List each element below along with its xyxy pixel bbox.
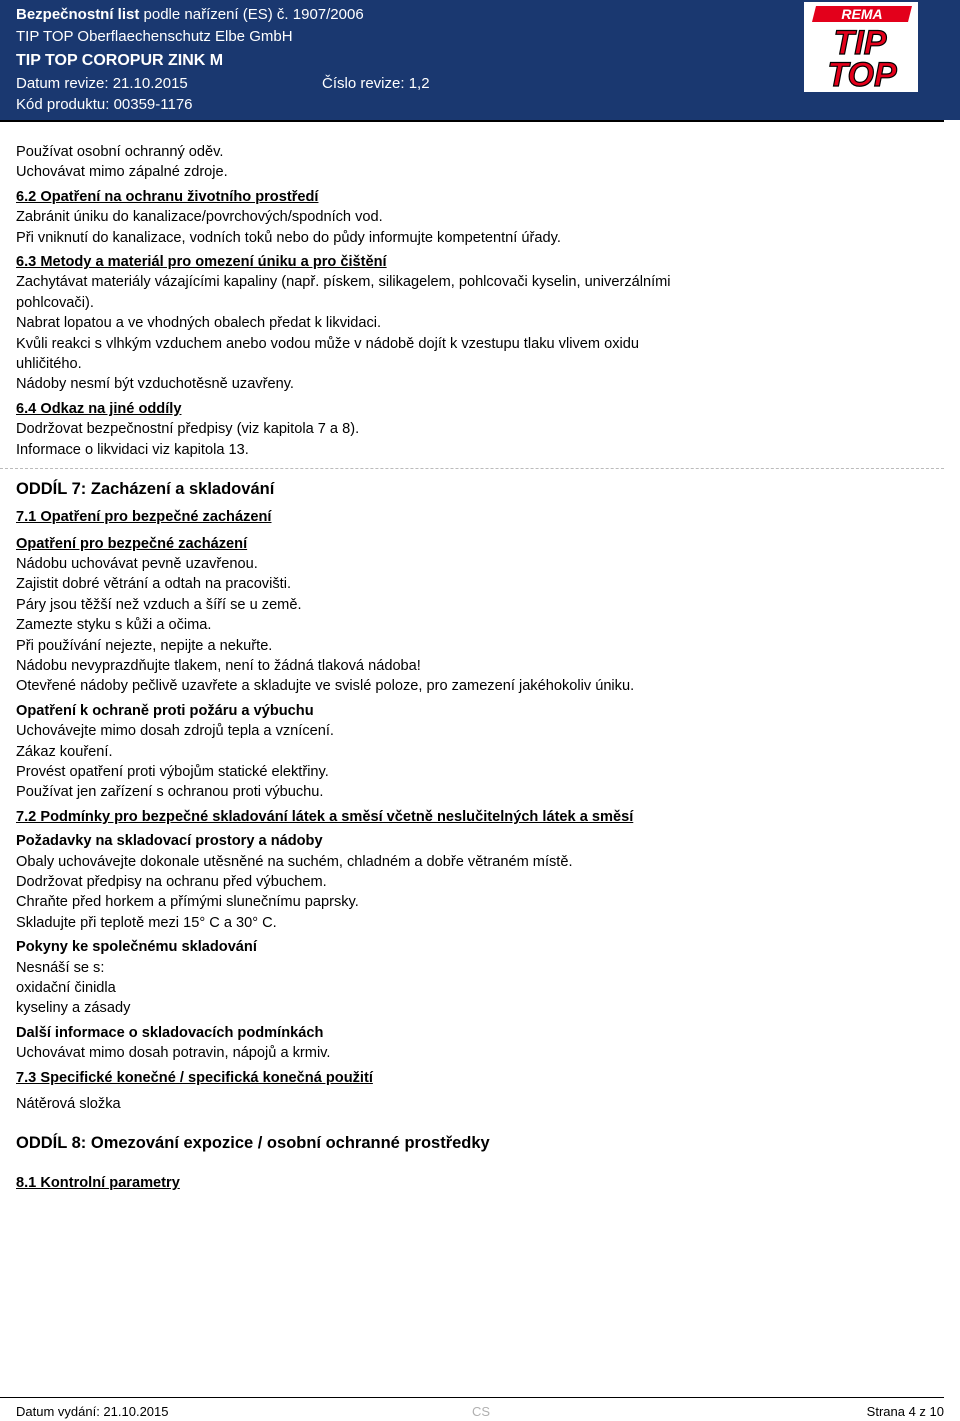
- section-7-1-heading: 7.1 Opatření pro bezpečné zacházení: [16, 509, 272, 526]
- header-divider: [0, 120, 944, 122]
- footer-language: CS: [472, 1404, 491, 1419]
- header-title-line: [16, 6, 364, 24]
- text-line: Uchovávat mimo zápalné zdroje.: [16, 164, 228, 181]
- text-line: Nádoby nesmí být vzduchotěsně uzavřeny.: [16, 376, 294, 393]
- text-line: Uchovávejte mimo dosah zdrojů tepla a vznícení.: [16, 723, 334, 740]
- document-header: [0, 0, 960, 120]
- footer-divider: [0, 1397, 944, 1398]
- subsection-heading: Opatření pro bezpečné zacházení: [16, 535, 248, 552]
- section-6-3-heading: 6.3 Metody a materiál pro omezení úniku a pro čištění: [16, 254, 387, 271]
- document-body: [16, 142, 946, 1194]
- header-regulation: podle nařízení (ES) č. 1907/2006: [143, 6, 364, 23]
- subsection-heading: Opatření k ochraně proti požáru a výbuchu: [16, 702, 314, 719]
- logo-tip-text: TIP: [833, 24, 887, 62]
- text-line: Nádobu uchovávat pevně uzavřenou.: [16, 555, 258, 572]
- document-footer: [16, 1400, 944, 1418]
- text-line: Dodržovat předpisy na ochranu před výbuchem.: [16, 874, 327, 890]
- subsection-heading: Požadavky na skladovací prostory a nádoby: [16, 833, 323, 850]
- section-7-2-heading: 7.2 Podmínky pro bezpečné skladování látek a směsí včetně neslučitelných látek a směsí: [16, 808, 634, 825]
- text-line: Zákaz kouření.: [16, 743, 113, 760]
- text-line: Používat osobní ochranný oděv.: [16, 144, 224, 160]
- text-line: Provést opatření proti výbojům statické elektřiny.: [16, 763, 329, 780]
- section-divider: [0, 1122, 944, 1123]
- text-line: Nesnáší se s:: [16, 959, 105, 976]
- text-line: kyseliny a zásady: [16, 1000, 131, 1017]
- text-line: Dodržovat bezpečnostní předpisy (viz kapitola 7 a 8).: [16, 421, 360, 438]
- section-7-title: ODDÍL 7: Zacházení a skladování: [16, 480, 275, 499]
- subsection-heading: Pokyny ke společnému skladování: [16, 939, 257, 956]
- text-line: Při vniknutí do kanalizace, vodních toků nebo do půdy informujte kompetentní úřady.: [16, 229, 561, 246]
- section-6-4-heading: 6.4 Odkaz na jiné oddíly: [16, 400, 182, 417]
- text-line: Zabránit úniku do kanalizace/povrchových/spodních vod.: [16, 209, 383, 226]
- logo-rema-text: REMA: [841, 6, 883, 22]
- text-line: oxidační činidla: [16, 980, 116, 997]
- text-line: Při používání nejezte, nepijte a nekuřte.: [16, 637, 273, 654]
- footer-issue-date: Datum vydání: 21.10.2015: [16, 1404, 169, 1419]
- section-8-1-heading: 8.1 Kontrolní parametry: [16, 1175, 180, 1192]
- text-line: Zachytávat materiály vázajícími kapaliny (např. pískem, silikagelem, pohlcovači kyselin, univerzálními: [16, 274, 671, 291]
- text-line: uhličitého.: [16, 356, 82, 373]
- text-line: Zamezte styku s kůži a očima.: [16, 617, 212, 634]
- header-product: TIP TOP COROPUR ZINK M: [16, 52, 224, 69]
- text-line: Kvůli reakci s vlhkým vzduchem anebo vodou může v nádobě dojít k vzestupu tlaku vlivem oxidu: [16, 335, 639, 352]
- header-revision-date: Datum revize: 21.10.2015: [16, 75, 188, 92]
- logo-top-text: TOP: [827, 56, 897, 92]
- text-line: Nátěrová složka: [16, 1096, 121, 1113]
- subsection-heading: Další informace o skladovacích podmínkách: [16, 1024, 324, 1041]
- section-8-title: ODDÍL 8: Omezování expozice / osobní ochranné prostředky: [16, 1134, 490, 1153]
- text-line: Uchovávat mimo dosah potravin, nápojů a krmiv.: [16, 1045, 331, 1062]
- rema-tip-top-logo: [804, 2, 918, 92]
- section-7-3-heading: 7.3 Specifické konečné / specifická konečná použití: [16, 1069, 373, 1086]
- header-company: TIP TOP Oberflaechenschutz Elbe GmbH: [16, 28, 293, 45]
- header-revision-number: Číslo revize: 1,2: [322, 75, 430, 92]
- section-6-2-heading: 6.2 Opatření na ochranu životního prostředí: [16, 188, 319, 205]
- text-line: Nádobu nevyprazdňujte tlakem, není to žádná tlaková nádoba!: [16, 657, 421, 674]
- text-line: pohlcovači).: [16, 294, 94, 311]
- header-product-code: Kód produktu: 00359-1176: [16, 96, 193, 113]
- text-line: Zajistit dobré větrání a odtah na pracovišti.: [16, 576, 291, 593]
- text-line: Páry jsou těžší než vzduch a šíří se u země.: [16, 596, 302, 613]
- text-line: Obaly uchovávejte dokonale utěsněné na suchém, chladném a dobře větraném místě.: [16, 853, 573, 870]
- text-line: Skladujte při teplotě mezi 15° C a 30° C.: [16, 914, 277, 931]
- text-line: Otevřené nádoby pečlivě uzavřete a skladujte ve svislé poloze, pro zamezení jakéhokoliv úniku.: [16, 678, 635, 695]
- text-line: Chraňte před horkem a přímými slunečnímu paprsky.: [16, 894, 359, 911]
- text-line: Používat jen zařízení s ochranou proti výbuchu.: [16, 784, 324, 801]
- header-title: Bezpečnostní list: [16, 6, 140, 23]
- footer-page-number: Strana 4 z 10: [866, 1404, 944, 1419]
- text-line: Informace o likvidaci viz kapitola 13.: [16, 441, 249, 458]
- section-divider: [0, 468, 944, 469]
- text-line: Nabrat lopatou a ve vhodných obalech předat k likvidaci.: [16, 315, 382, 332]
